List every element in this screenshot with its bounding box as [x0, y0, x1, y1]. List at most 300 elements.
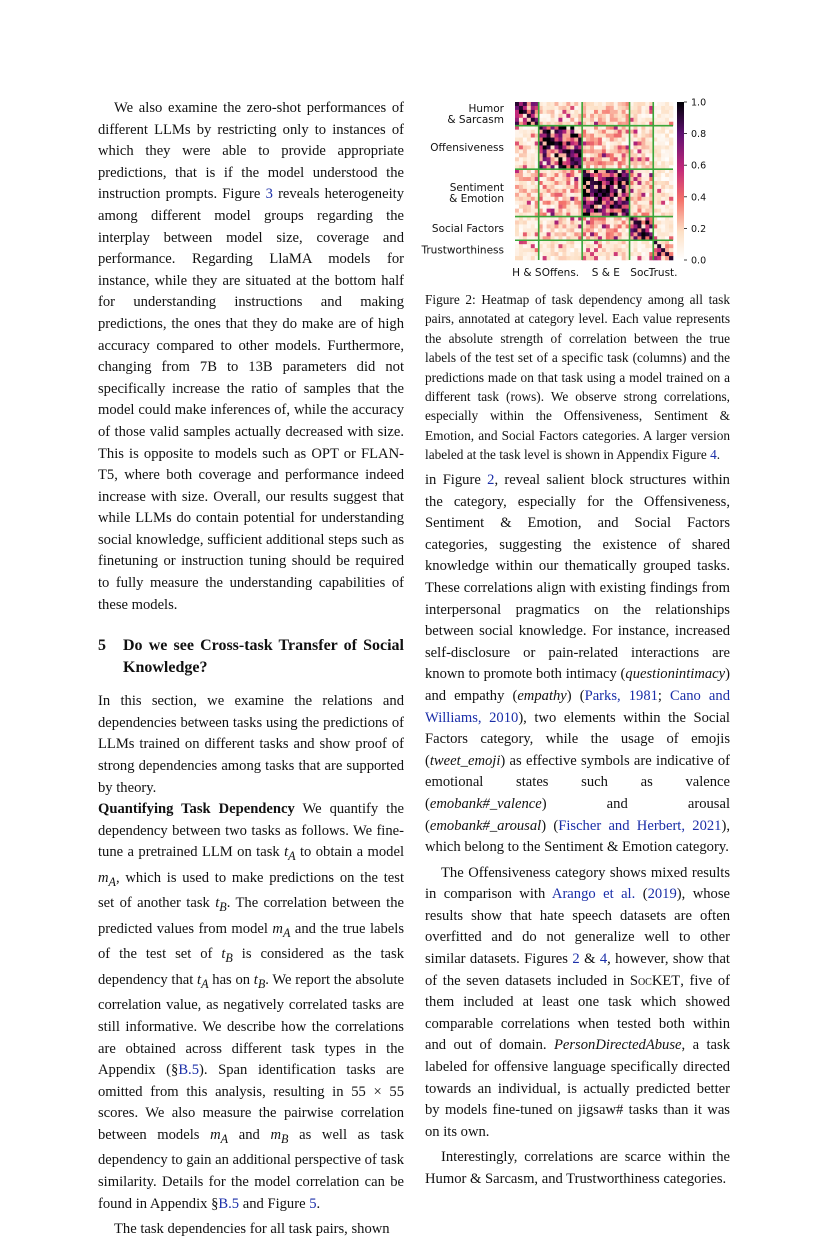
heatmap-cell [527, 173, 531, 177]
heatmap-cell [622, 221, 626, 225]
heatmap-cell [634, 102, 638, 106]
heatmap-cell [515, 130, 519, 134]
heatmap-cell [610, 161, 614, 165]
heatmap-cell [562, 149, 566, 153]
heatmap-cell [602, 252, 606, 256]
heatmap-cell [574, 177, 578, 181]
heatmap-cell [606, 193, 610, 197]
heatmap-cell [657, 189, 661, 193]
heatmap-cell [562, 134, 566, 138]
heatmap-cell [622, 197, 626, 201]
heatmap-cell [606, 110, 610, 114]
heatmap-cell [598, 153, 602, 157]
heatmap-cell [562, 102, 566, 106]
heatmap-cell [645, 189, 649, 193]
heatmap-cell [614, 189, 618, 193]
heatmap-cell [574, 149, 578, 153]
heatmap-cell [574, 173, 578, 177]
heatmap-cell [622, 173, 626, 177]
heatmap-cell [547, 193, 551, 197]
citation-link[interactable]: 2019 [647, 886, 677, 903]
heatmap-cell [543, 193, 547, 197]
heatmap-cell [590, 145, 594, 149]
heatmap-cell [645, 193, 649, 197]
heatmap-cell [614, 149, 618, 153]
heatmap-cell [547, 221, 551, 225]
heatmap-cell [606, 102, 610, 106]
heatmap-cell [570, 177, 574, 181]
heatmap-cell [614, 114, 618, 118]
appendix-link[interactable]: B.5 [178, 1062, 200, 1079]
heatmap-cell [590, 138, 594, 142]
heatmap-cell [570, 138, 574, 142]
heatmap-cell [590, 197, 594, 201]
heatmap-cell [519, 197, 523, 201]
heatmap-cell [543, 173, 547, 177]
heatmap-cell [527, 106, 531, 110]
heatmap-cell [558, 161, 562, 165]
heatmap-cell [523, 185, 527, 189]
heatmap-cell [519, 209, 523, 213]
heatmap-cell [558, 177, 562, 181]
heatmap-cell [669, 177, 673, 181]
heatmap-cell [574, 114, 578, 118]
heatmap-cell [641, 224, 645, 228]
heatmap-cell [527, 134, 531, 138]
heatmap-cell [586, 130, 590, 134]
heatmap-cell [543, 228, 547, 232]
heatmap-cell [606, 248, 610, 252]
heatmap-cell [558, 145, 562, 149]
heatmap-chart [418, 94, 734, 284]
heatmap-cell [669, 114, 673, 118]
heatmap-cell [555, 209, 559, 213]
heatmap-cell [594, 138, 598, 142]
heatmap-cell [547, 145, 551, 149]
heatmap-cell [574, 252, 578, 256]
heatmap-cell [598, 173, 602, 177]
heatmap-cell [515, 244, 519, 248]
heatmap-cell [566, 106, 570, 110]
heatmap-cell [555, 145, 559, 149]
heatmap-cell [547, 134, 551, 138]
heatmap-cell [590, 224, 594, 228]
heatmap-cell [551, 252, 555, 256]
heatmap-cell [566, 173, 570, 177]
heatmap-cell [645, 130, 649, 134]
heatmap-cell [610, 201, 614, 205]
heatmap-cell [606, 181, 610, 185]
heatmap-cell [590, 209, 594, 213]
heatmap-cell [551, 224, 555, 228]
heatmap-cell [661, 209, 665, 213]
heatmap-cell [519, 110, 523, 114]
left-column [98, 98, 404, 1241]
heatmap-cell [515, 205, 519, 209]
heatmap-cell [665, 252, 669, 256]
heatmap-cell [641, 142, 645, 146]
heatmap-cell [519, 244, 523, 248]
heatmap-cell [558, 138, 562, 142]
heatmap-cell [523, 256, 527, 260]
heatmap-cell [645, 244, 649, 248]
heatmap-cell [558, 205, 562, 209]
heatmap-cell [586, 244, 590, 248]
heatmap-cell [661, 145, 665, 149]
heatmap-cell [661, 189, 665, 193]
heatmap-cell [594, 149, 598, 153]
heatmap-cell [566, 256, 570, 260]
heatmap-cell [590, 161, 594, 165]
heatmap-cell [641, 118, 645, 122]
heatmap-cell [527, 153, 531, 157]
heatmap-cell [590, 205, 594, 209]
heatmap-cell [661, 205, 665, 209]
heatmap-cell [641, 205, 645, 209]
heatmap-cell [622, 138, 626, 142]
heatmap-cell [610, 189, 614, 193]
heatmap-cell [570, 134, 574, 138]
heatmap-cell [547, 228, 551, 232]
heatmap-cell [614, 142, 618, 146]
citation-link[interactable]: Parks, 1981 [584, 687, 658, 704]
heatmap-cell [614, 110, 618, 114]
heatmap-cell [610, 157, 614, 161]
heatmap-cell [641, 252, 645, 256]
heatmap-cell [665, 244, 669, 248]
heatmap-cell [515, 209, 519, 213]
heatmap-cell [531, 197, 535, 201]
heatmap-cell [665, 130, 669, 134]
heatmap-cell [594, 157, 598, 161]
heatmap-cell [665, 118, 669, 122]
heatmap-cell [606, 189, 610, 193]
citation-link[interactable]: Arango et al. [551, 886, 636, 903]
heatmap-cell [610, 232, 614, 236]
heatmap-cell [610, 138, 614, 142]
heatmap-cell [547, 201, 551, 205]
heatmap-cell [602, 224, 606, 228]
heatmap-cell [665, 185, 669, 189]
heatmap-cell [606, 106, 610, 110]
heatmap-cell [665, 201, 669, 205]
heatmap-cell [543, 142, 547, 146]
heatmap-cell [543, 189, 547, 193]
heatmap-cell [543, 106, 547, 110]
heatmap-cell [641, 138, 645, 142]
heatmap-cell [523, 114, 527, 118]
heatmap-cell [657, 110, 661, 114]
heatmap-cell [586, 161, 590, 165]
heatmap-cell [637, 209, 641, 213]
heatmap-cell [610, 248, 614, 252]
heatmap-cell [543, 256, 547, 260]
heatmap-cell [665, 189, 669, 193]
heatmap-cell [606, 142, 610, 146]
heatmap-cell [555, 161, 559, 165]
heatmap-cell [547, 102, 551, 106]
heatmap-cell [669, 205, 673, 209]
heatmap-cell [606, 149, 610, 153]
heatmap-cell [531, 224, 535, 228]
heatmap-cell [555, 177, 559, 181]
heatmap-cell [590, 177, 594, 181]
heatmap-cell [551, 177, 555, 181]
heatmap-cell [622, 134, 626, 138]
heatmap-cell [543, 248, 547, 252]
heatmap-cell [598, 102, 602, 106]
heatmap-cell [586, 138, 590, 142]
heatmap-cell [602, 149, 606, 153]
heatmap-cell [657, 197, 661, 201]
heatmap-cell [598, 114, 602, 118]
heatmap-cell [645, 153, 649, 157]
heatmap-cell [602, 205, 606, 209]
heatmap-cell [641, 153, 645, 157]
heatmap-cell [590, 193, 594, 197]
heatmap-cell [602, 110, 606, 114]
heatmap-cell [657, 205, 661, 209]
citation-link[interactable]: Fischer and Herbert, 2021 [558, 817, 722, 834]
heatmap-cell [594, 197, 598, 201]
heatmap-cell [566, 197, 570, 201]
heatmap-cell [543, 224, 547, 228]
heatmap-cell [606, 157, 610, 161]
heatmap-cell [637, 244, 641, 248]
heatmap-cell [661, 110, 665, 114]
heatmap-cell [637, 173, 641, 177]
heatmap-cell [610, 149, 614, 153]
heatmap-cell [602, 130, 606, 134]
heatmap-cell [637, 232, 641, 236]
heatmap-cell [586, 189, 590, 193]
heatmap-cell [515, 102, 519, 106]
heatmap-cell [527, 209, 531, 213]
heatmap-cell [634, 193, 638, 197]
heatmap-cell [555, 106, 559, 110]
heatmap-cell [614, 157, 618, 161]
heatmap-cell [551, 161, 555, 165]
heatmap-cell [637, 185, 641, 189]
heatmap-cell [551, 134, 555, 138]
heatmap-cell [543, 102, 547, 106]
heatmap-cell [594, 114, 598, 118]
heatmap-cell [637, 177, 641, 181]
heatmap-cell [543, 138, 547, 142]
heatmap-cell [527, 177, 531, 181]
heatmap-cell [602, 193, 606, 197]
heatmap-cell [586, 157, 590, 161]
heatmap-cell [562, 232, 566, 236]
heatmap-cell [634, 110, 638, 114]
heatmap-cell [519, 189, 523, 193]
heatmap-cell [598, 118, 602, 122]
heatmap-cell [645, 110, 649, 114]
heatmap-cell [669, 181, 673, 185]
figure-link[interactable]: 4 [599, 951, 608, 968]
row-label: Trustworthiness [421, 244, 504, 257]
heatmap-cell [527, 248, 531, 252]
heatmap-cell [657, 106, 661, 110]
heatmap-cell [527, 232, 531, 236]
heatmap-cell [547, 232, 551, 236]
heatmap-cell [527, 244, 531, 248]
heatmap-cell [551, 102, 555, 106]
heatmap-cell [519, 173, 523, 177]
heatmap-cell [523, 173, 527, 177]
heatmap-cell [523, 106, 527, 110]
heatmap-cell [614, 138, 618, 142]
heatmap-cell [531, 153, 535, 157]
heatmap-cell [661, 173, 665, 177]
heatmap-cell [586, 185, 590, 189]
heatmap-cell [594, 110, 598, 114]
heatmap-cell [562, 161, 566, 165]
heatmap-cell [665, 102, 669, 106]
heatmap-cell [622, 149, 626, 153]
heatmap-cell [519, 224, 523, 228]
heatmap-cell [637, 114, 641, 118]
heatmap-cell [641, 197, 645, 201]
heatmap-cell [527, 142, 531, 146]
heatmap-cell [586, 181, 590, 185]
figure-link[interactable]: 2 [572, 951, 580, 968]
heatmap-cell [598, 232, 602, 236]
figure-link[interactable]: 3 [265, 186, 273, 203]
heatmap-cell [618, 256, 622, 260]
heatmap-cell [661, 221, 665, 225]
heatmap-cell [665, 205, 669, 209]
heatmap-cell [610, 209, 614, 213]
heatmap-cell [555, 130, 559, 134]
heatmap-cell [634, 221, 638, 225]
heatmap-cell [590, 244, 594, 248]
heatmap-cell [610, 197, 614, 201]
heatmap-cell [574, 153, 578, 157]
heatmap-cell [614, 118, 618, 122]
paragraph-heading: Quantifying Task Dependency [98, 801, 295, 818]
heatmap-cell [566, 185, 570, 189]
heatmap-cell [665, 138, 669, 142]
heatmap-cell [602, 209, 606, 213]
colorbar [677, 102, 684, 260]
heatmap-cell [570, 209, 574, 213]
heatmap-cell [566, 205, 570, 209]
section-heading [98, 635, 404, 679]
heatmap-cell [598, 197, 602, 201]
heatmap-cell [669, 118, 673, 122]
heatmap-cell [527, 189, 531, 193]
appendix-link[interactable]: B.5 [218, 1195, 240, 1212]
citation-link[interactable]: Cano and Williams, 2010 [425, 687, 730, 726]
heatmap-cell [641, 157, 645, 161]
heatmap-cell [665, 142, 669, 146]
heatmap-cell [614, 228, 618, 232]
heatmap-cell [515, 157, 519, 161]
heatmap-cell [570, 248, 574, 252]
heatmap-cell [645, 173, 649, 177]
heatmap-cell [610, 185, 614, 189]
heatmap-cell [669, 130, 673, 134]
heatmap-cell [598, 193, 602, 197]
heatmap-cell [558, 106, 562, 110]
heatmap-cell [634, 209, 638, 213]
heatmap-cell [519, 193, 523, 197]
heatmap-cell [645, 221, 649, 225]
colorbar-tick-label: 0.8 [691, 129, 707, 141]
heatmap-cell [570, 130, 574, 134]
heatmap-cell [594, 181, 598, 185]
heatmap-cell [570, 181, 574, 185]
heatmap-cell [574, 138, 578, 142]
heatmap-cell [602, 118, 606, 122]
figure-link[interactable]: 5 [309, 1195, 317, 1212]
heatmap-cell [657, 118, 661, 122]
heatmap-cell [602, 161, 606, 165]
heatmap-cell [570, 173, 574, 177]
heatmap-cell [594, 185, 598, 189]
heatmap-cell [637, 205, 641, 209]
heatmap-cell [586, 224, 590, 228]
heatmap-cell [523, 161, 527, 165]
heatmap-cell [634, 224, 638, 228]
heatmap-cell [665, 110, 669, 114]
heatmap-cell [590, 221, 594, 225]
heatmap-cell [598, 221, 602, 225]
heatmap-cell [523, 224, 527, 228]
paragraph: Quantifying Task Dependency We quantify the dependency between two tasks as follows. We fine-tune a pretrained LLM on task $t_A$ to obtain a model $m_A$, which is used to make predictions on the test set of another task $t_B$. The correlation between the predicted values from model $m_A$ and the true labels of the test set of $t_B$ is considered as the task dependency that $t_A$ has on $t_B$. We report the absolute correlation value, as negatively correlated tasks are still informative. We describe how the correlations are obtained across different task types in the Appendix (§B.5). Span identification tasks are omitted from this analysis, resulting in 55 × 55 scores. We also measure the pairwise correlation between models $m_A$ and $m_B$ as well as task dependency to gain an additional perspective of task similarity. Details for the model correlation can be found in Appendix §B.5 and Figure 5. [98, 801, 405, 1212]
heatmap-cell [555, 205, 559, 209]
heatmap-cell [594, 106, 598, 110]
heatmap-cell [622, 252, 626, 256]
heatmap-cell [610, 142, 614, 146]
heatmap-cell [622, 224, 626, 228]
heatmap-cell [523, 197, 527, 201]
heatmap-cell [614, 248, 618, 252]
heatmap-cell [669, 106, 673, 110]
heatmap-cell [562, 130, 566, 134]
heatmap-cell [634, 189, 638, 193]
heatmap-cell [665, 173, 669, 177]
heatmap-cell [594, 193, 598, 197]
heatmap-cell [531, 110, 535, 114]
figure-link[interactable]: 2 [487, 472, 495, 488]
heatmap-cell [622, 145, 626, 149]
heatmap-cell [515, 248, 519, 252]
heatmap-cell [515, 106, 519, 110]
heatmap-cell [598, 110, 602, 114]
heatmap-cell [590, 256, 594, 260]
heatmap-cell [661, 252, 665, 256]
heatmap-cell [614, 252, 618, 256]
heatmap-cell [618, 118, 622, 122]
heatmap-cell [634, 161, 638, 165]
heatmap-cell [574, 244, 578, 248]
heatmap-cell [637, 118, 641, 122]
heatmap-cell [606, 185, 610, 189]
heatmap-cell [634, 138, 638, 142]
figure-link[interactable]: 4 [710, 447, 717, 463]
heatmap-cell [519, 114, 523, 118]
heatmap-cell [665, 177, 669, 181]
heatmap-cell [598, 106, 602, 110]
heatmap-cell [527, 102, 531, 106]
heatmap-cell [562, 201, 566, 205]
heatmap-cell [645, 256, 649, 260]
heatmap-cell [531, 181, 535, 185]
heatmap-cell [558, 189, 562, 193]
heatmap-cell [515, 149, 519, 153]
